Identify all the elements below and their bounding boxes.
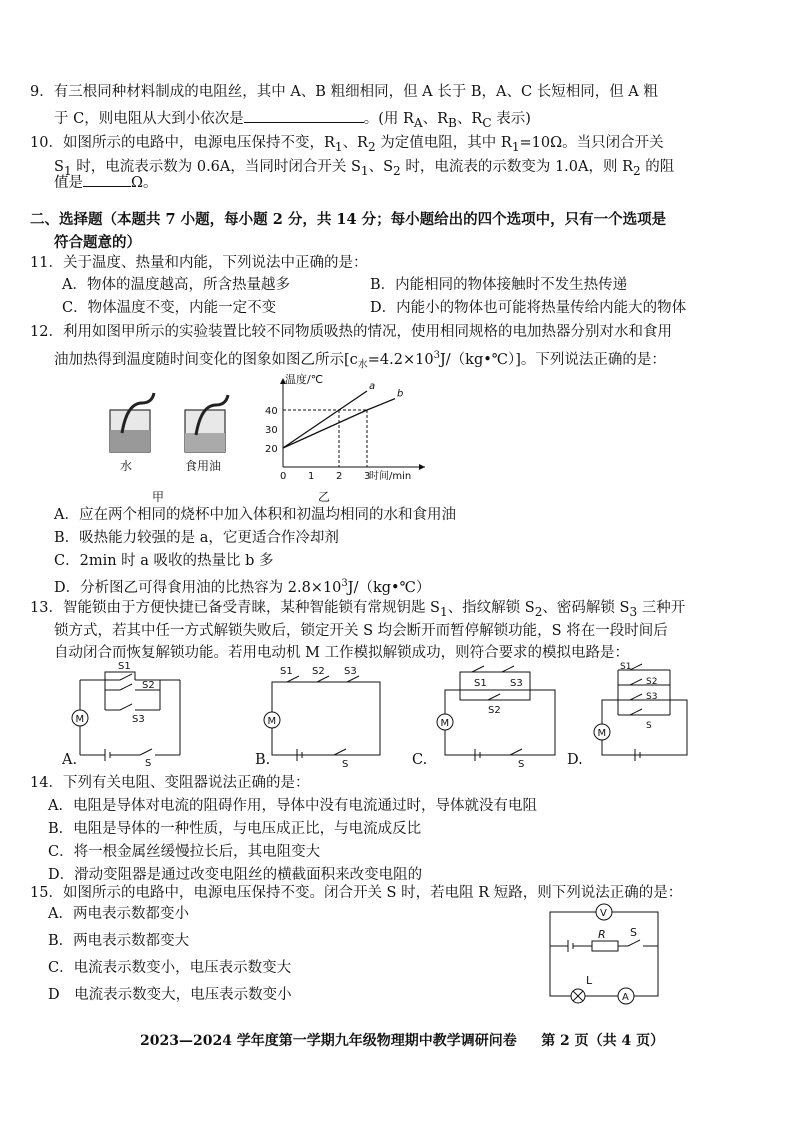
switch-label-s: S — [518, 759, 525, 770]
q15-option-b[interactable]: B．两电表示数都变大 — [48, 933, 190, 949]
lamp-label: L — [586, 974, 593, 987]
figure-label-yi: 乙 — [318, 490, 331, 504]
circuit-d-label[interactable]: D. — [567, 752, 583, 768]
resistor-label: R — [598, 928, 606, 941]
section-heading-2: 符合题意的） — [54, 234, 141, 251]
answer-blank[interactable] — [83, 172, 131, 187]
q15-option-c[interactable]: C．电流表示数变小，电压表示数变大 — [48, 960, 292, 976]
circuit-c-label[interactable]: C. — [412, 752, 428, 768]
switch-label-s: S — [342, 759, 349, 770]
page-footer: 2023—2024 学年度第一学期九年级物理期中教学调研问卷 第 2 页（共 4 页） — [140, 1033, 665, 1049]
chart-ylabel: 温度/℃ — [285, 373, 324, 386]
q9-line1: 9．有三根同种材料制成的电阻丝，其中 A、B 粗细相同，但 A 长于 B，A、C 长短相同，但 A 粗 — [30, 84, 658, 100]
q11-stem: 11．关于温度、热量和内能，下列说法中正确的是： — [30, 255, 368, 271]
q11-option-d[interactable]: D．内能小的物体也可能将热量传给内能大的物体 — [370, 300, 687, 316]
beaker-label-oil: 食用油 — [185, 459, 222, 473]
switch-label-s3: S3 — [344, 666, 357, 677]
switch-label-s3: S3 — [132, 714, 145, 725]
series-label-b: b — [397, 388, 404, 400]
switch-label-s1: S1 — [620, 662, 632, 672]
switch-label-s: S — [646, 721, 652, 731]
motor-label: M — [440, 718, 450, 729]
circuit-a-label[interactable]: A. — [62, 752, 78, 768]
chart-svg — [255, 372, 435, 487]
motor-label: M — [267, 716, 277, 727]
switch-label: S — [630, 926, 637, 939]
q12-line1: 12．利用如图甲所示的实验装置比较不同物质吸热的情况，使用相同规格的电加热器分别对水和食用 — [30, 324, 672, 340]
q10-line1: 10．如图所示的电路中，电源电压保持不变，$R_1$、$R_2$ 为定值电阻，其中 $R_1=10\Omega$。当只闭合开关 — [30, 135, 664, 154]
motor-label: M — [75, 714, 85, 725]
q9-line2: 于 C，则电阻从大到小依次是 。(用 $R_A$、$R_B$、$R_C$ 表示) — [54, 108, 531, 133]
q10-line3: 值是 Ω。 — [54, 172, 158, 193]
switch-label-s1: S1 — [474, 678, 487, 689]
q12-option-d[interactable]: D．分析图乙可得食用油的比热容为 $2.8\times 10^3J/(kg•℃)$ — [54, 578, 431, 596]
switch-label-s3: S3 — [646, 692, 658, 702]
circuit-q15 — [540, 898, 675, 1017]
chart-xlabel: 时间/min — [369, 471, 412, 482]
section-heading: 二、选择题（本题共 7 小题，每小题 2 分，共 14 分；每小题给出的四个选项中，只有一个选项是 — [30, 211, 667, 228]
y-tick-label: 30 — [265, 425, 278, 436]
q12-option-b[interactable]: B．吸热能力较强的是 a，它更适合作冷却剂 — [54, 530, 339, 546]
figure-label-jia: 甲 — [152, 490, 165, 504]
switch-label-s2: S2 — [312, 666, 325, 677]
x-tick-label: 2 — [336, 471, 343, 482]
series-line-a — [283, 391, 367, 448]
q12-option-c[interactable]: C．2min 时 a 吸收的热量比 b 多 — [54, 553, 274, 569]
switch-label-s3: S3 — [510, 678, 523, 689]
circuit-b-label[interactable]: B. — [255, 752, 271, 768]
q14-stem: 14．下列有关电阻、变阻器说法正确的是： — [30, 775, 310, 791]
q15-option-d[interactable]: D 电流表示数变大，电压表示数变小 — [48, 987, 292, 1003]
temperature-chart — [255, 372, 435, 491]
ammeter-icon: A — [622, 992, 629, 1003]
circuit-a[interactable] — [60, 660, 190, 774]
q14-option-b[interactable]: B．电阻是导体的一种性质，与电压成正比，与电流成反比 — [48, 821, 422, 837]
q11-option-a[interactable]: A．物体的温度越高，所含热量越多 — [62, 277, 290, 293]
circuit-d[interactable] — [590, 660, 700, 774]
q11-option-c[interactable]: C．物体温度不变，内能一定不变 — [62, 300, 277, 316]
x-tick-label: 1 — [308, 471, 315, 482]
q11-option-b[interactable]: B．内能相同的物体接触时不发生热传递 — [370, 277, 628, 293]
q13-line2: 锁方式，若其中任一方式解锁失败后，锁定开关 S 均会断开而暂停解锁功能，S 将在一段时间后 — [54, 623, 668, 639]
beakers-figure — [100, 385, 260, 499]
q12-option-a[interactable]: A．应在两个相同的烧杯中加入体积和初温均相同的水和食用油 — [54, 507, 456, 523]
q12-line2: 油加热得到温度随时间变化的图象如图乙所示$[c_水=4.2\times 10^3J/(kg•℃)]$。下列说法正确的是： — [54, 350, 666, 371]
answer-blank[interactable] — [244, 108, 364, 123]
series-label-a: a — [369, 381, 376, 392]
motor-label: M — [597, 728, 607, 739]
circuit-b[interactable] — [252, 660, 387, 774]
q10-line2: $S_1$ 时，电流表示数为 0.6A，当同时闭合开关 $S_1$、$S_2$ 时，电流表的示数变为 1.0A，则 $R_2$ 的阻 — [54, 159, 675, 178]
x-axis-arrow — [419, 464, 425, 470]
switch-label-s2: S2 — [646, 677, 658, 687]
y-tick-label: 40 — [265, 406, 278, 417]
q14-option-a[interactable]: A．电阻是导体对电流的阻碍作用，导体中没有电流通过时，导体就没有电阻 — [48, 798, 537, 814]
switch-label-s1: S1 — [280, 666, 293, 677]
q15-option-a[interactable]: A．两电表示数都变小 — [48, 906, 189, 922]
switch-label-s2: S2 — [488, 705, 501, 716]
voltmeter-icon: V — [600, 908, 607, 919]
switch-label-s1: S1 — [118, 661, 131, 672]
switch-label-s: S — [145, 758, 152, 769]
beaker-label-water: 水 — [120, 459, 133, 473]
circuit-c[interactable] — [430, 660, 560, 774]
y-tick-label: 20 — [265, 444, 278, 455]
q14-option-d[interactable]: D．滑动变阻器是通过改变电阻丝的横截面积来改变电阻的 — [48, 867, 423, 883]
q13-line3: 自动闭合而恢复解锁功能。若用电动机 M 工作模拟解锁成功，则符合要求的模拟电路是： — [54, 645, 630, 661]
x-tick-label: 0 — [280, 471, 287, 482]
q14-option-c[interactable]: C．将一根金属丝缓慢拉长后，其电阻变大 — [48, 844, 321, 860]
q13-line1: 13．智能锁由于方便快捷已备受青睐，某种智能锁有常规钥匙 $S_1$、指纹解锁 $S_2$、密码解锁 $S_3$ 三种开 — [30, 600, 686, 619]
switch-label-s2: S2 — [142, 680, 155, 691]
q15-stem: 15．如图所示的电路中，电源电压保持不变。闭合开关 S 时，若电阻 R 短路，则下列说法正确的是： — [30, 885, 683, 901]
x-tick-label: 3 — [364, 471, 371, 482]
